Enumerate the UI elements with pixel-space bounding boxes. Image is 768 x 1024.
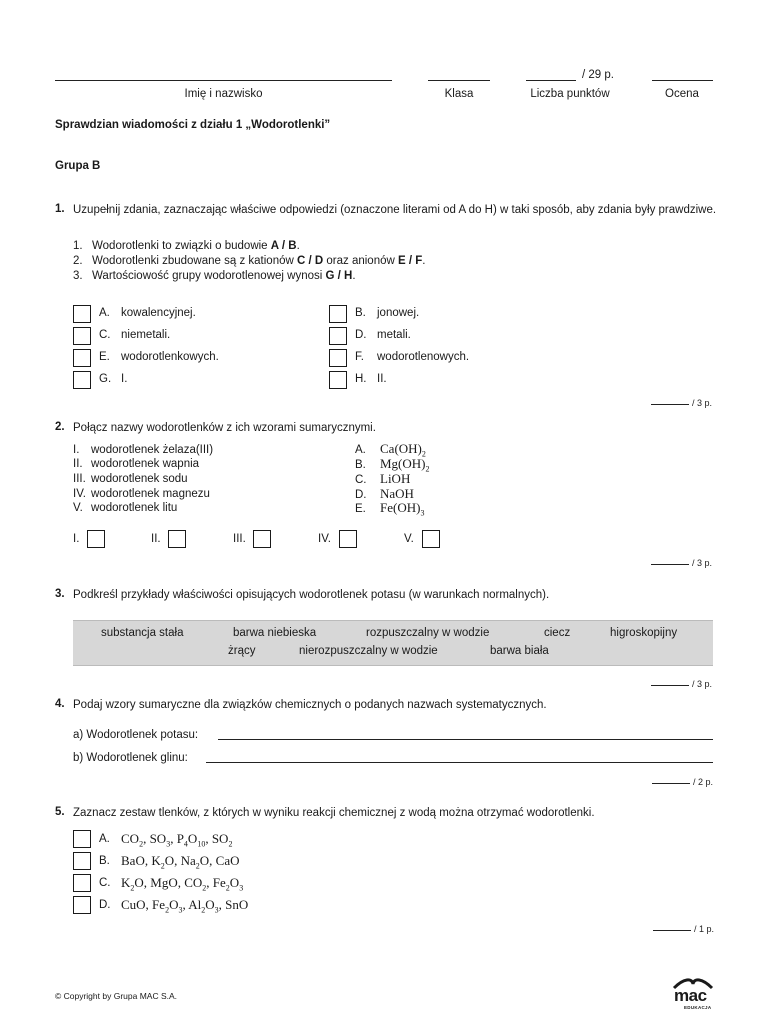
- q2-formula-b: B. $Mg(OH)_2$: [355, 456, 430, 474]
- q2-answer-label-5: V.: [404, 533, 414, 545]
- q2-score-line[interactable]: [651, 564, 689, 565]
- q1-checkbox-a[interactable]: [73, 305, 91, 323]
- q2-formula-c: C. LiOH: [355, 471, 411, 486]
- q5-checkbox-c[interactable]: [73, 874, 91, 892]
- q5-letter-d: D.: [99, 899, 111, 911]
- q2-answer-box-3[interactable]: [253, 530, 271, 548]
- mac-logo: [672, 978, 714, 1012]
- q1-option-d: metali.: [377, 329, 411, 341]
- q4-answer-line-b[interactable]: [206, 762, 713, 763]
- q3-text: Podkreśl przykłady właściwości opisujących wodorotlenek potasu (w warunkach normalnych).: [73, 589, 550, 601]
- q3-property-7[interactable]: nierozpuszczalny w wodzie: [299, 645, 438, 657]
- logo-subtext: EDUKACJA: [684, 1005, 712, 1010]
- q3-number: 3.: [55, 588, 65, 600]
- q3-property-1[interactable]: substancja stała: [101, 627, 184, 639]
- q5-letter-b: B.: [99, 855, 110, 867]
- q1-score-line[interactable]: [651, 404, 689, 405]
- q1-letter-c: C.: [99, 329, 111, 341]
- q1-number: 1.: [55, 203, 65, 215]
- q1-option-g: I.: [121, 373, 128, 385]
- q3-property-3[interactable]: rozpuszczalny w wodzie: [366, 627, 490, 639]
- group-label: Grupa B: [55, 160, 101, 172]
- q3-score: / 3 p.: [692, 679, 713, 689]
- q1-checkbox-f[interactable]: [329, 349, 347, 367]
- q4-answer-line-a[interactable]: [218, 739, 713, 740]
- q2-name-3: III. wodorotlenek sodu: [73, 473, 188, 485]
- q3-property-8[interactable]: barwa biała: [490, 645, 549, 657]
- class-label: Klasa: [444, 88, 474, 100]
- q2-formula-a: A. $Ca(OH)_2$: [355, 441, 426, 459]
- name-field-line[interactable]: [55, 80, 392, 81]
- q2-name-2: II. wodorotlenek wapnia: [73, 458, 200, 470]
- q5-checkbox-d[interactable]: [73, 896, 91, 914]
- q4-number: 4.: [55, 698, 65, 710]
- q4-text: Podaj wzory sumaryczne dla związków chemicznych o podanych nazwach systematycznych.: [73, 699, 547, 711]
- points-field-line[interactable]: [526, 80, 576, 81]
- q1-checkbox-c[interactable]: [73, 327, 91, 345]
- q1-checkbox-g[interactable]: [73, 371, 91, 389]
- points-total: / 29 p.: [582, 69, 614, 81]
- q5-option-d: CuO, $Fe_2O_3$, $Al_2O_3$, SnO: [121, 897, 249, 915]
- q5-checkbox-b[interactable]: [73, 852, 91, 870]
- q4-score: / 2 p.: [693, 777, 714, 787]
- q2-text: Połącz nazwy wodorotlenków z ich wzorami sumarycznymi.: [73, 422, 376, 434]
- q1-option-c: niemetali.: [121, 329, 171, 341]
- q2-answer-label-3: III.: [233, 533, 246, 545]
- q1-letter-b: B.: [355, 307, 366, 319]
- q2-answer-box-5[interactable]: [422, 530, 440, 548]
- q5-text: Zaznacz zestaw tlenków, z których w wyniku reakcji chemicznej z wodą można otrzymać wodorotlenki.: [73, 807, 595, 819]
- q5-score: / 1 p.: [694, 924, 715, 934]
- class-field-line[interactable]: [428, 80, 490, 81]
- q1-checkbox-b[interactable]: [329, 305, 347, 323]
- grade-field-line[interactable]: [652, 80, 713, 81]
- q2-formula-e: E. $Fe(OH)_3$: [355, 500, 425, 518]
- copyright-notice: © Copyright by Grupa MAC S.A.: [55, 991, 178, 1001]
- logo-text: mac: [674, 986, 707, 1005]
- q1-letter-d: D.: [355, 329, 367, 341]
- q2-answer-box-2[interactable]: [168, 530, 186, 548]
- points-label: Liczba punktów: [530, 88, 610, 100]
- q5-option-c: $K_2O$, MgO, $CO_2$, $Fe_2O_3$: [121, 875, 244, 893]
- name-label: Imię i nazwisko: [184, 88, 263, 100]
- q1-option-a: kowalencyjnej.: [121, 307, 196, 319]
- test-title: Sprawdzian wiadomości z działu 1 „Wodorotlenki”: [55, 119, 331, 131]
- q2-answer-label-1: I.: [73, 533, 80, 545]
- q5-number: 5.: [55, 806, 65, 818]
- q5-checkbox-a[interactable]: [73, 830, 91, 848]
- q2-number: 2.: [55, 421, 65, 433]
- q3-score-line[interactable]: [651, 685, 689, 686]
- q1-checkbox-d[interactable]: [329, 327, 347, 345]
- q5-letter-a: A.: [99, 833, 110, 845]
- q2-formula-d: D. NaOH: [355, 486, 414, 501]
- q1-letter-e: E.: [99, 351, 110, 363]
- q3-property-6[interactable]: żrący: [228, 645, 256, 657]
- q1-checkbox-e[interactable]: [73, 349, 91, 367]
- grade-label: Ocena: [665, 88, 699, 100]
- q4-item-a: a) Wodorotlenek potasu:: [73, 729, 199, 741]
- q2-score: / 3 p.: [692, 558, 713, 568]
- q5-option-b: BaO, $K_2O$, $Na_2O$, CaO: [121, 853, 240, 871]
- q1-option-f: wodorotlenowych.: [377, 351, 470, 363]
- q1-sentence-1: 1. Wodorotlenki to związki o budowie A / B.: [73, 240, 300, 252]
- q2-name-4: IV. wodorotlenek magnezu: [73, 488, 210, 500]
- q1-letter-h: H.: [355, 373, 367, 385]
- q2-answer-box-4[interactable]: [339, 530, 357, 548]
- q2-answer-box-1[interactable]: [87, 530, 105, 548]
- q4-item-b: b) Wodorotlenek glinu:: [73, 752, 188, 764]
- q1-text: Uzupełnij zdania, zaznaczając właściwe odpowiedzi (oznaczone literami od A do H) w taki sposób, aby zdania były prawdziwe.: [73, 204, 717, 216]
- q1-option-h: II.: [377, 373, 387, 385]
- q1-letter-f: F.: [355, 351, 364, 363]
- q4-score-line[interactable]: [652, 783, 690, 784]
- q2-name-1: I. wodorotlenek żelaza(III): [73, 444, 214, 456]
- q5-score-line[interactable]: [653, 930, 691, 931]
- q2-name-5: V. wodorotlenek litu: [73, 502, 178, 514]
- q5-option-a: $CO_2$, $SO_3$, $P_4O_{10}$, $SO_2$: [121, 831, 233, 849]
- q1-checkbox-h[interactable]: [329, 371, 347, 389]
- q1-letter-a: A.: [99, 307, 110, 319]
- q2-answer-label-2: II.: [151, 533, 161, 545]
- q1-sentence-2: 2. Wodorotlenki zbudowane są z kationów C / D oraz anionów E / F.: [73, 255, 426, 267]
- q3-property-5[interactable]: higroskopijny: [610, 627, 678, 639]
- q1-sentence-3: 3. Wartościowość grupy wodorotlenowej wynosi G / H.: [73, 270, 356, 282]
- q3-property-2[interactable]: barwa niebieska: [233, 627, 317, 639]
- q3-property-4[interactable]: ciecz: [544, 627, 571, 639]
- q1-option-e: wodorotlenkowych.: [121, 351, 219, 363]
- q1-score: / 3 p.: [692, 398, 713, 408]
- q1-letter-g: G.: [99, 373, 112, 385]
- q1-option-b: jonowej.: [377, 307, 420, 319]
- q2-answer-label-4: IV.: [318, 533, 332, 545]
- q5-letter-c: C.: [99, 877, 111, 889]
